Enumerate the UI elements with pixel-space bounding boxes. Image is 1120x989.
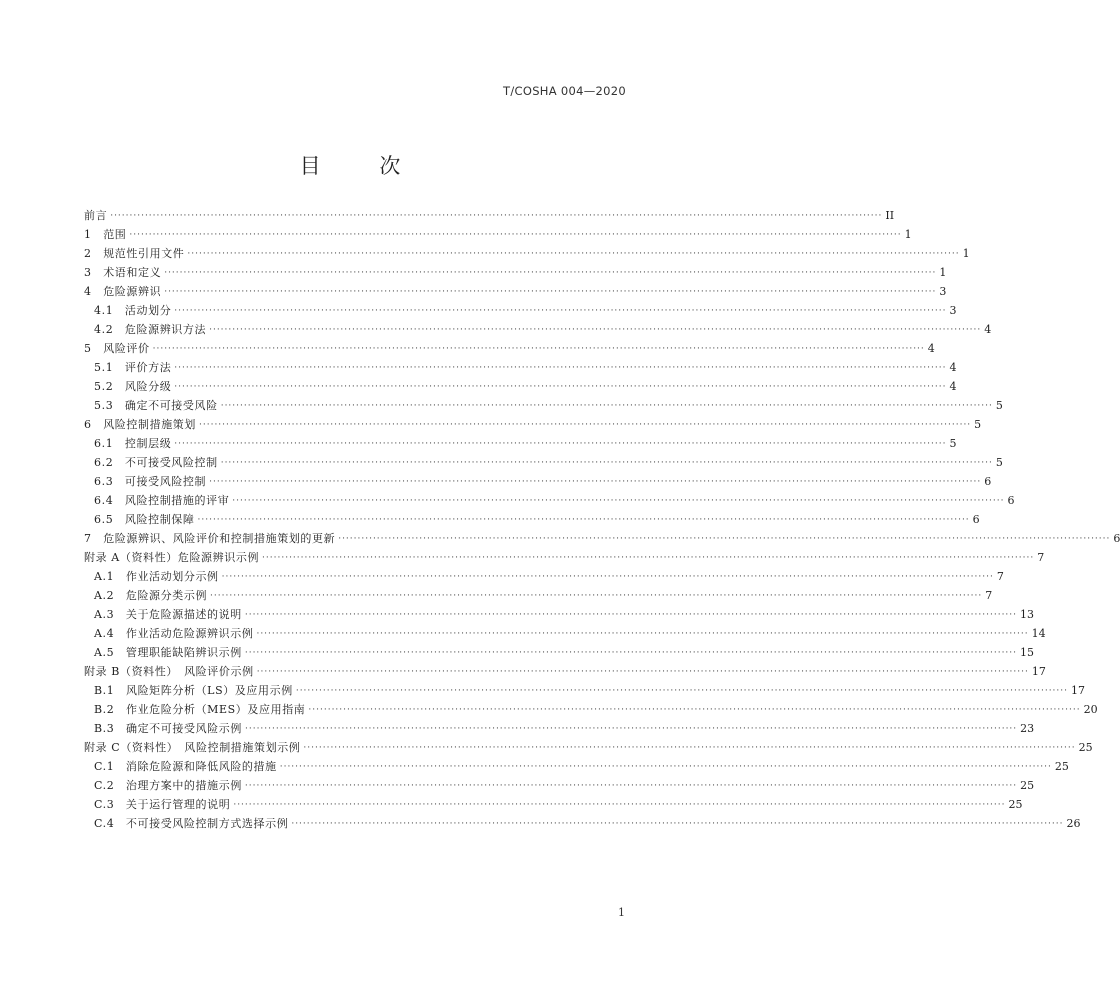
toc-entry[interactable] (84, 358, 957, 377)
toc-entry-page: 6 (984, 475, 992, 488)
toc-entry[interactable] (84, 719, 1035, 738)
toc-entry-page: 3 (949, 304, 957, 317)
toc-entry[interactable] (84, 738, 1093, 757)
dot-leader: ········································································································································································································ (244, 648, 1018, 658)
toc-entry-page: 1 (904, 228, 912, 241)
toc-entry[interactable] (84, 510, 980, 529)
table-of-contents (84, 206, 1120, 833)
toc-entry-page: 14 (1031, 627, 1046, 640)
page-number: 1 (618, 906, 625, 919)
toc-entry[interactable] (84, 301, 957, 320)
toc-entry[interactable] (84, 491, 1015, 510)
toc-entry[interactable] (84, 567, 1004, 586)
toc-entry-page: 3 (939, 285, 947, 298)
dot-leader: ········································································································································································································ (110, 211, 883, 221)
toc-entry-page: 6 (1113, 532, 1120, 545)
toc-entry-label: C.2 治理方案中的措施示例 (94, 779, 242, 792)
dot-leader: ········································································································································································································ (233, 800, 1006, 810)
toc-entry[interactable] (84, 586, 993, 605)
toc-entry-label: 附录 A（资料性）危险源辨识示例 (84, 551, 260, 564)
toc-entry[interactable] (84, 263, 947, 282)
toc-entry-label: 4.1 活动划分 (94, 304, 172, 317)
toc-entry-label: A.3 关于危险源描述的说明 (94, 608, 242, 621)
toc-entry-page: 4 (949, 361, 957, 374)
toc-entry[interactable] (84, 415, 982, 434)
toc-entry-page: 26 (1066, 817, 1081, 830)
toc-entry[interactable] (84, 624, 1046, 643)
toc-entry[interactable] (84, 434, 957, 453)
toc-entry-page: 25 (1078, 741, 1093, 754)
dot-leader: ········································································································································································································ (174, 439, 947, 449)
toc-entry[interactable] (84, 377, 957, 396)
toc-entry-label: 前言 (84, 209, 108, 222)
toc-entry-page: 4 (927, 342, 935, 355)
toc-entry-page: 25 (1054, 760, 1069, 773)
dot-leader: ········································································································································································································ (338, 534, 1111, 544)
toc-entry-label: 5.3 确定不可接受风险 (94, 399, 218, 412)
toc-entry[interactable] (84, 472, 992, 491)
dot-leader: ········································································································································································································ (256, 629, 1029, 639)
dot-leader: ········································································································································································································ (220, 458, 993, 468)
toc-entry-page: 17 (1031, 665, 1046, 678)
document-code: T/COSHA 004—2020 (503, 84, 626, 98)
toc-entry-label: B.2 作业危险分析（MES）及应用指南 (94, 703, 306, 716)
toc-entry-page: 5 (974, 418, 982, 431)
toc-entry-label: 5 风险评价 (84, 342, 150, 355)
toc-entry-page: 15 (1020, 646, 1035, 659)
toc-entry-label: A.1 作业活动划分示例 (94, 570, 219, 583)
toc-entry-page: 6 (1007, 494, 1015, 507)
toc-entry[interactable] (84, 320, 992, 339)
toc-entry-label: 6.5 风险控制保障 (94, 513, 195, 526)
dot-leader: ········································································································································································································ (295, 686, 1068, 696)
toc-entry-label: 4 危险源辨识 (84, 285, 162, 298)
dot-leader: ········································································································································································································ (244, 724, 1018, 734)
toc-entry-label: B.1 风险矩阵分析（LS）及应用示例 (94, 684, 293, 697)
dot-leader: ········································································································································································································ (220, 401, 993, 411)
toc-entry-page: 25 (1008, 798, 1023, 811)
toc-entry-page: 13 (1020, 608, 1035, 621)
dot-leader: ········································································································································································································ (174, 363, 947, 373)
toc-entry[interactable] (84, 225, 912, 244)
toc-entry[interactable] (84, 662, 1046, 681)
toc-entry-page: 5 (995, 456, 1003, 469)
dot-leader: ········································································································································································································ (210, 591, 983, 601)
toc-entry-page: 6 (972, 513, 980, 526)
dot-leader: ········································································································································································································ (232, 496, 1005, 506)
toc-entry-page: 7 (985, 589, 993, 602)
toc-entry-label: 6.4 风险控制措施的评审 (94, 494, 230, 507)
toc-entry[interactable] (84, 757, 1069, 776)
toc-entry-label: C.3 关于运行管理的说明 (94, 798, 231, 811)
toc-entry-label: A.5 管理职能缺陷辨识示例 (94, 646, 242, 659)
toc-entry[interactable] (84, 396, 1003, 415)
toc-entry-page: 20 (1083, 703, 1098, 716)
dot-leader: ········································································································································································································ (197, 515, 970, 525)
toc-entry-label: 4.2 危险源辨识方法 (94, 323, 207, 336)
toc-entry-label: C.1 消除危险源和降低风险的措施 (94, 760, 277, 773)
toc-entry-label: 2 规范性引用文件 (84, 247, 185, 260)
toc-entry-page: 17 (1071, 684, 1085, 697)
dot-leader: ········································································································································································································ (279, 762, 1052, 772)
toc-entry-label: A.2 危险源分类示例 (94, 589, 208, 602)
toc-entry-label: 1 范围 (84, 228, 127, 241)
toc-entry-page: 5 (995, 399, 1003, 412)
dot-leader: ········································································································································································································ (187, 249, 960, 259)
dot-leader: ········································································································································································································ (209, 477, 982, 487)
dot-leader: ········································································································································································································ (244, 781, 1018, 791)
toc-entry[interactable] (84, 206, 895, 225)
toc-entry-label: 6 风险控制措施策划 (84, 418, 196, 431)
toc-entry[interactable] (84, 776, 1035, 795)
dot-leader: ········································································································································································································ (291, 819, 1064, 829)
dot-leader: ········································································································································································································ (303, 743, 1076, 753)
toc-entry-label: C.4 不可接受风险控制方式选择示例 (94, 817, 289, 830)
toc-entry-label: 6.3 可接受风险控制 (94, 475, 207, 488)
toc-entry-page: 4 (949, 380, 957, 393)
dot-leader: ········································································································································································································ (244, 610, 1018, 620)
toc-entry-page: 4 (984, 323, 992, 336)
dot-leader: ········································································································································································································ (174, 382, 947, 392)
toc-entry-label: A.4 作业活动危险源辨识示例 (94, 627, 254, 640)
toc-entry[interactable] (84, 814, 1081, 833)
toc-entry[interactable] (84, 700, 1098, 719)
toc-entry-page: 7 (996, 570, 1004, 583)
dot-leader: ········································································································································································································ (152, 344, 925, 354)
toc-entry-label: 附录 C（资料性） 风险控制措施策划示例 (84, 741, 301, 754)
dot-leader: ········································································································································································································ (256, 667, 1029, 677)
toc-entry[interactable] (84, 282, 947, 301)
toc-entry[interactable] (84, 643, 1035, 662)
toc-entry-label: 7 危险源辨识、风险评价和控制措施策划的更新 (84, 532, 336, 545)
toc-entry-page: 7 (1037, 551, 1045, 564)
toc-entry[interactable] (84, 339, 935, 358)
toc-entry[interactable] (84, 529, 1120, 548)
dot-leader: ········································································································································································································ (174, 306, 947, 316)
toc-entry[interactable] (84, 605, 1035, 624)
toc-entry-label: 3 术语和定义 (84, 266, 162, 279)
toc-entry-page: II (885, 209, 895, 222)
dot-leader: ········································································································································································································ (308, 705, 1081, 715)
toc-entry[interactable] (84, 548, 1045, 567)
toc-entry-page: 1 (939, 266, 947, 279)
page-title: 目 次 (299, 154, 427, 178)
toc-entry[interactable] (84, 453, 1003, 472)
toc-entry-page: 25 (1020, 779, 1035, 792)
toc-entry[interactable] (84, 244, 970, 263)
toc-entry[interactable] (84, 681, 1085, 700)
dot-leader: ········································································································································································································ (209, 325, 982, 335)
toc-entry-label: B.3 确定不可接受风险示例 (94, 722, 242, 735)
toc-entry-label: 5.2 风险分级 (94, 380, 172, 393)
toc-entry[interactable] (84, 795, 1023, 814)
dot-leader: ········································································································································································································ (129, 230, 902, 240)
dot-leader: ········································································································································································································ (164, 287, 937, 297)
dot-leader: ········································································································································································································ (199, 420, 972, 430)
toc-entry-label: 5.1 评价方法 (94, 361, 172, 374)
dot-leader: ········································································································································································································ (262, 553, 1035, 563)
toc-entry-page: 1 (962, 247, 970, 260)
toc-entry-page: 5 (949, 437, 957, 450)
toc-entry-label: 附录 B（资料性） 风险评价示例 (84, 665, 254, 678)
dot-leader: ········································································································································································································ (164, 268, 937, 278)
toc-entry-page: 23 (1020, 722, 1035, 735)
toc-entry-label: 6.2 不可接受风险控制 (94, 456, 218, 469)
toc-entry-label: 6.1 控制层级 (94, 437, 172, 450)
dot-leader: ········································································································································································································ (221, 572, 994, 582)
